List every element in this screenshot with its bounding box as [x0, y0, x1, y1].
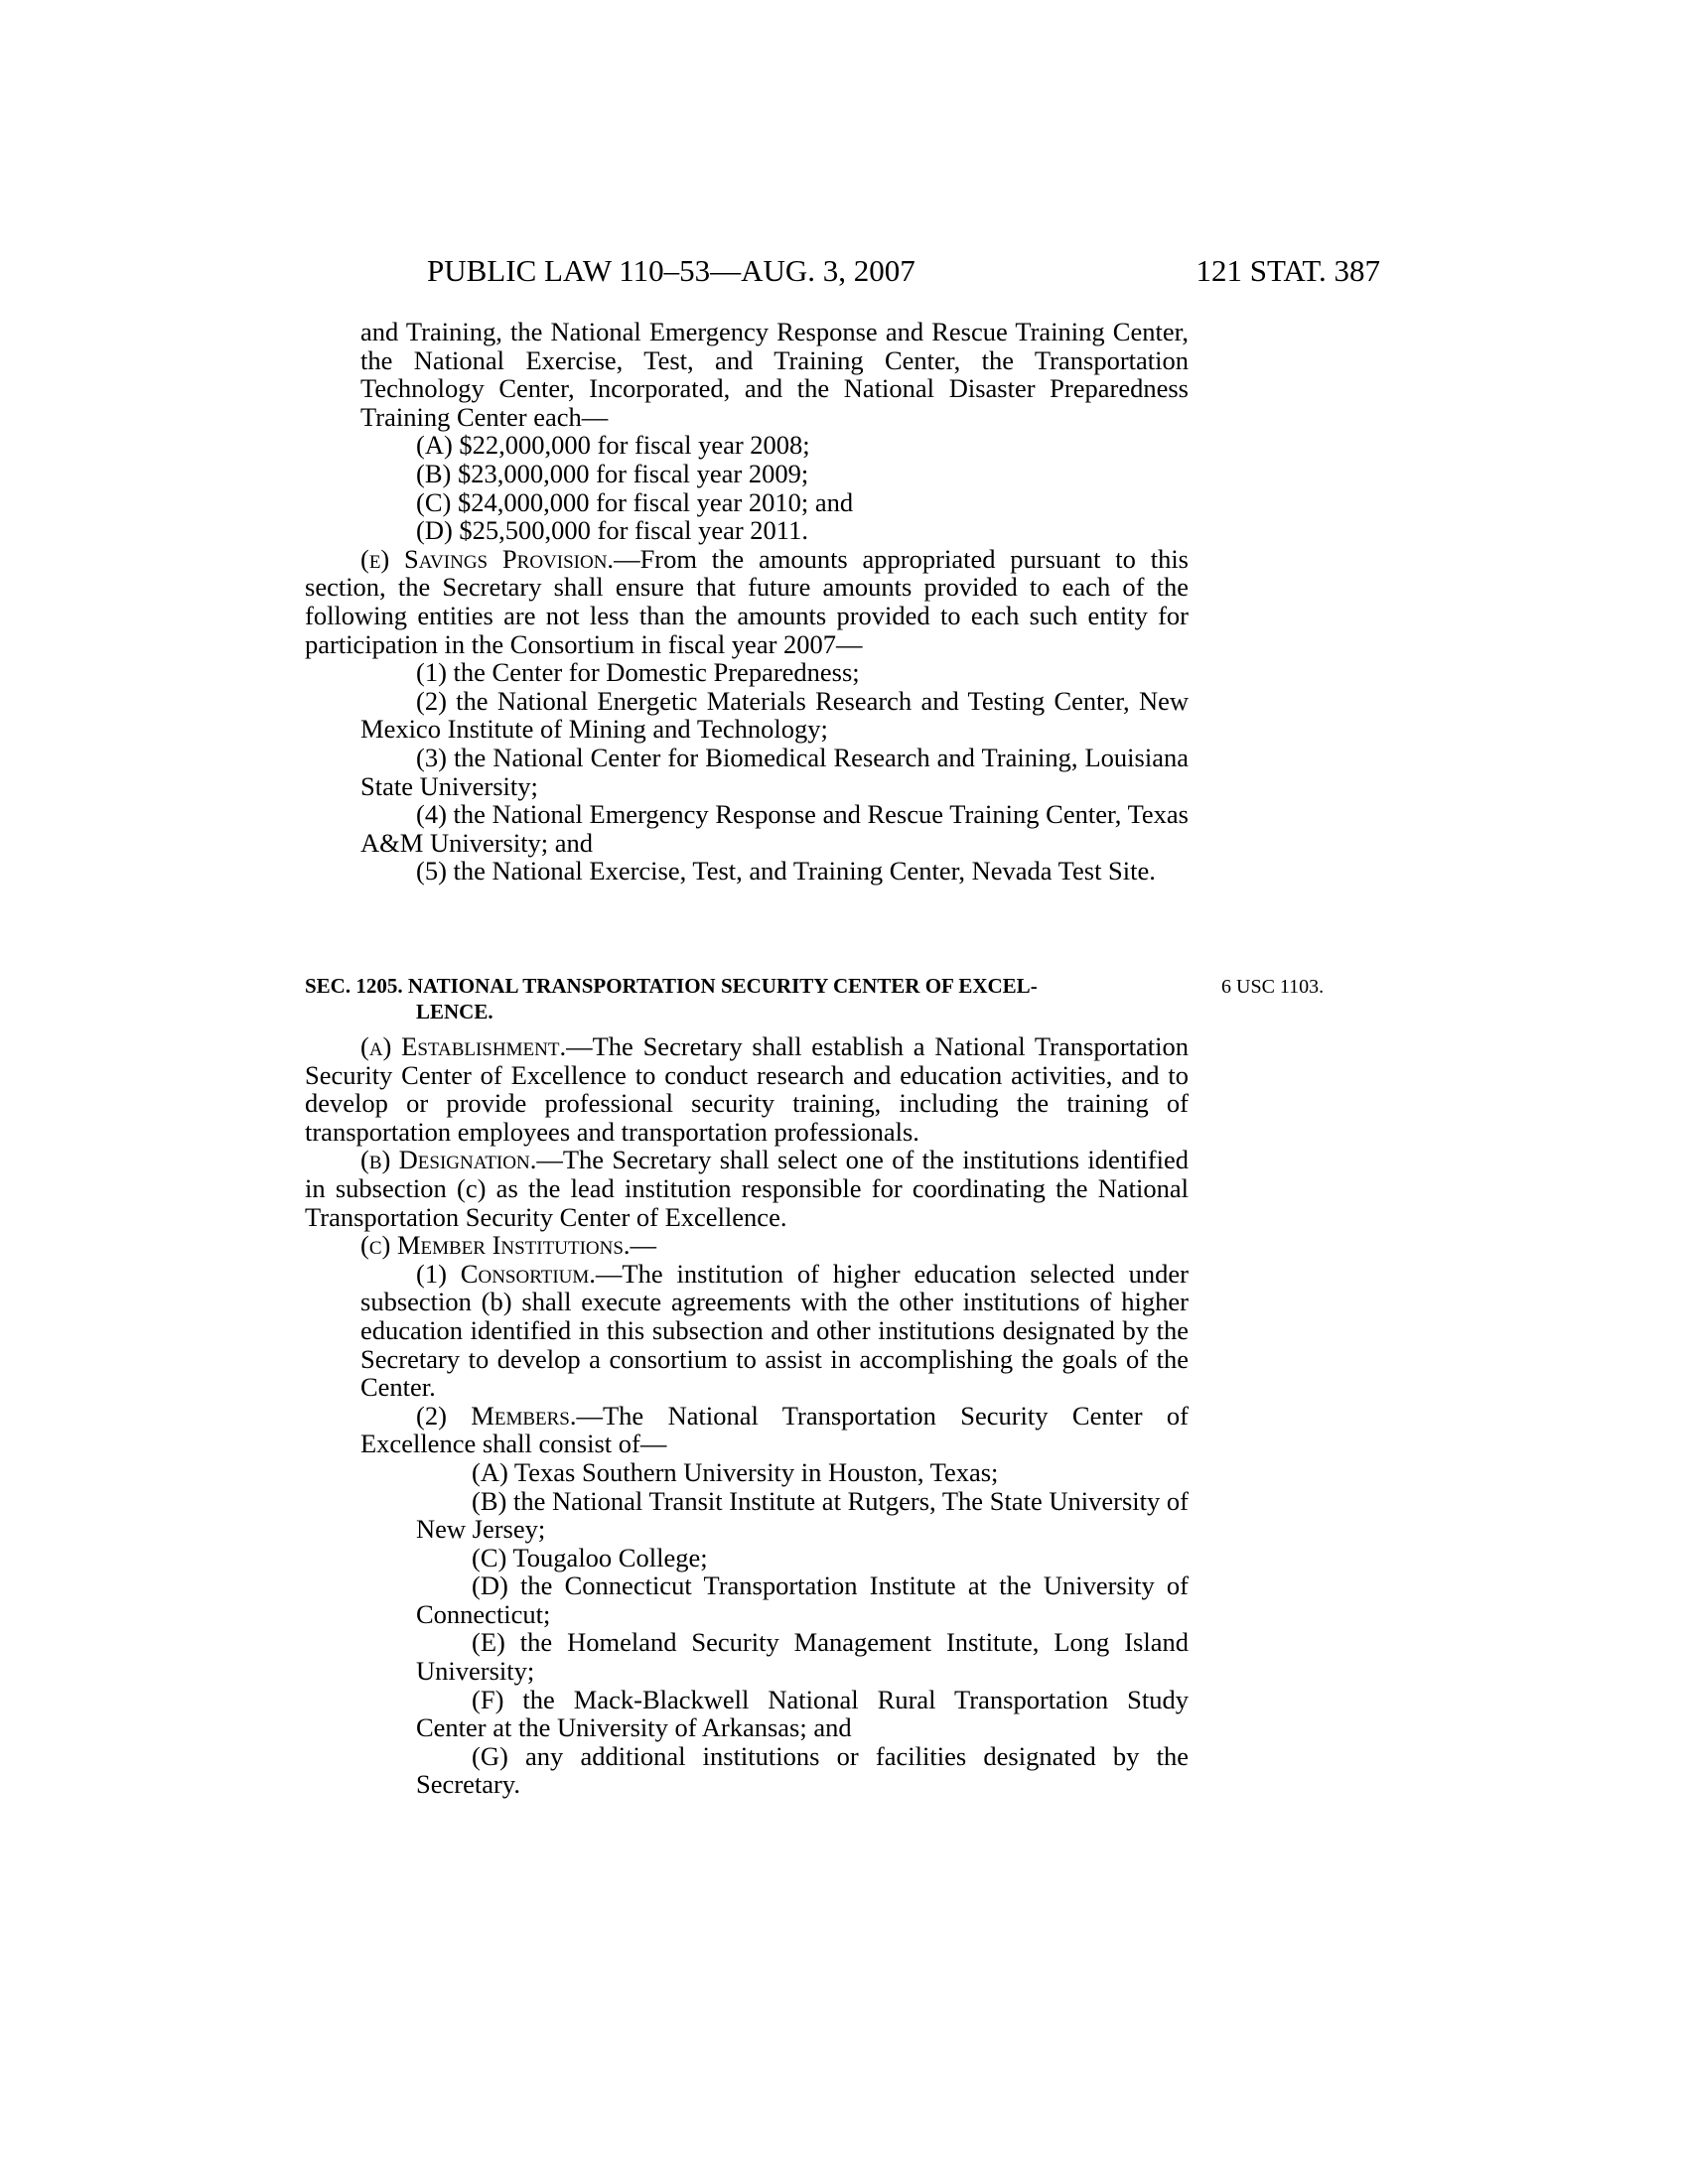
member-item-c: (C) Tougaloo College; — [472, 1542, 708, 1572]
fiscal-item-b: (B) $23,000,000 for fiscal year 2009; — [416, 458, 809, 488]
fiscal-item-c: (C) $24,000,000 for fiscal year 2010; and — [416, 486, 854, 517]
margin-note-usc: 6 USC 1103. — [1221, 976, 1325, 998]
savings-provision-paragraph — [305, 545, 1189, 658]
entity-item-4: (4) the National Emergency Response and Rescue Training Center, Texas A&M University; and — [360, 799, 1189, 858]
paragraph-c2-text: —The National Transportation Security Center of Excellence shall consist of— — [360, 1400, 1189, 1459]
public-law-citation: PUBLIC LAW 110–53—AUG. 3, 2007 — [427, 253, 915, 288]
section-heading-line1: SEC. 1205. NATIONAL TRANSPORTATION SECURITY CENTER OF EXCEL- — [305, 974, 1038, 998]
member-item-g: (G) any additional institutions or facilities designated by the Secretary. — [416, 1740, 1189, 1800]
member-item-b: (B) the National Transit Institute at Rutgers, The State University of New Jersey; — [416, 1485, 1189, 1545]
section-heading — [305, 973, 1194, 1024]
entity-item-3: (3) the National Center for Biomedical Research and Training, Louisiana State University; — [360, 742, 1189, 801]
savings-provision-label: (e) Savings Provision. — [360, 543, 615, 574]
paragraph-c1 — [360, 1260, 1189, 1402]
subsection-c-label: (c) Member Institutions. — [360, 1230, 631, 1261]
paragraph-c1-text: —The institution of higher education selected under subsection (b) shall execute agreements with the other institutions of higher education identified in this subsection and other institutions designated by the Secretary to develop a consortium to assist in accomplishing the goals of the Center. — [360, 1258, 1189, 1403]
page-header — [427, 253, 1380, 303]
entity-item-1: (1) the Center for Domestic Preparedness; — [416, 657, 860, 688]
top-text-block — [305, 318, 1189, 886]
member-item-e: (E) the Homeland Security Management Institute, Long Island University; — [416, 1627, 1189, 1687]
member-item-a: (A) Texas Southern University in Houston, Texas; — [472, 1456, 999, 1487]
member-item-f: (F) the Mack-Blackwell National Rural Transportation Study Center at the University of Arkansas; and — [416, 1684, 1189, 1743]
member-item-d: (D) the Connecticut Transportation Institute at the University of Connecticut; — [416, 1570, 1189, 1629]
section-heading-line2: LENCE. — [416, 1000, 493, 1024]
subsection-b-text: —The Secretary shall select one of the institutions identified in subsection (c) as the lead institution responsible for coordinating the National Transportation Security Center of Excellence. — [305, 1145, 1189, 1232]
subsection-b — [305, 1146, 1189, 1231]
paragraph-c1-label: (1) Consortium. — [416, 1258, 596, 1289]
subsection-b-label: (b) Designation. — [360, 1145, 537, 1175]
subsection-c — [305, 1231, 1189, 1260]
paragraph-c2 — [360, 1402, 1189, 1458]
savings-provision-text: —From the amounts appropriated pursuant to this section, the Secretary shall ensure that future amounts provided to each of the following entities are not less than the amounts provided to each such entity for participation in the Consortium in fiscal year 2007— — [305, 543, 1189, 659]
paragraph-c2-label: (2) Members. — [416, 1400, 577, 1431]
entity-item-2: (2) the National Energetic Materials Research and Testing Center, New Mexico Institute of Mining and Technology; — [360, 685, 1189, 745]
subsection-a — [305, 1032, 1189, 1146]
statute-page-number: 121 STAT. 387 — [1196, 253, 1380, 288]
subsection-a-label: (a) Establishment. — [360, 1031, 567, 1061]
section-body — [305, 1032, 1189, 1799]
entity-item-5: (5) the National Exercise, Test, and Training Center, Nevada Test Site. — [416, 856, 1156, 887]
subsection-c-text: — — [630, 1230, 657, 1261]
continued-paragraph: and Training, the National Emergency Response and Rescue Training Center, the National Exercise, Test, and Training Center, the Transportation Technology Center, Incorporated, and the National Disaster Preparedness Training Center each— — [360, 317, 1189, 432]
fiscal-item-a: (A) $22,000,000 for fiscal year 2008; — [416, 430, 810, 461]
fiscal-item-d: (D) $25,500,000 for fiscal year 2011. — [416, 515, 808, 546]
subsection-a-text: —The Secretary shall establish a National Transportation Security Center of Excellence to conduct research and education activities, and to develop or provide professional security training, including the training of transportation employees and transportation professionals. — [305, 1031, 1189, 1147]
